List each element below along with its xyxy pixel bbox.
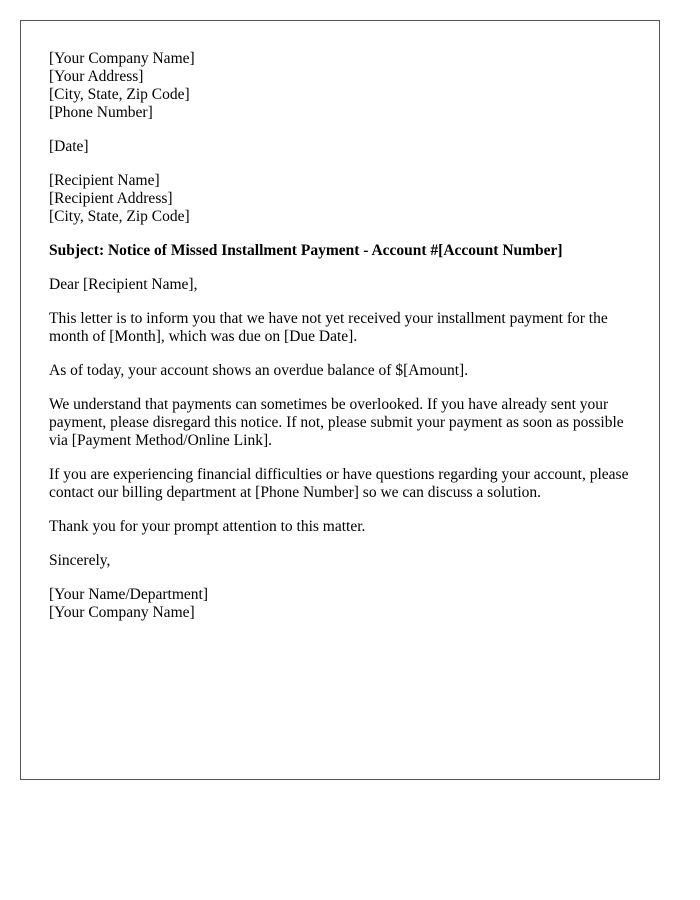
sender-block — [49, 50, 631, 122]
signature-company: [Your Company Name] — [49, 604, 195, 621]
sender-company: [Your Company Name] — [49, 50, 195, 67]
sender-address: [Your Address] — [49, 68, 144, 85]
recipient-block — [49, 172, 631, 226]
letter-date: [Date] — [49, 138, 89, 155]
sender-phone: [Phone Number] — [49, 104, 153, 121]
recipient-name: [Recipient Name] — [49, 172, 160, 189]
paragraph-overdue-balance: As of today, your account shows an overdue balance of $[Amount]. — [49, 362, 469, 379]
paragraph-thank-you: Thank you for your prompt attention to this matter. — [49, 518, 366, 535]
paragraph-payment-instructions: We understand that payments can sometimes be overlooked. If you have already sent your payment, please disregard this notice. If not, please submit your payment as soon as possible via [Payment Method/Online Link]. — [49, 396, 624, 449]
recipient-address: [Recipient Address] — [49, 190, 173, 207]
signature-block — [49, 586, 631, 622]
closing: Sincerely, — [49, 552, 111, 569]
paragraph-contact-billing: If you are experiencing financial difficulties or have questions regarding your account, please contact our billing department at [Phone Number] so we can discuss a solution. — [49, 466, 629, 501]
signature-name: [Your Name/Department] — [49, 586, 208, 603]
letter-page — [20, 20, 660, 780]
paragraph-missed-payment: This letter is to inform you that we have not yet received your installment payment for the month of [Month], which was due on [Due Date]. — [49, 310, 608, 345]
sender-city-state-zip: [City, State, Zip Code] — [49, 86, 190, 103]
salutation: Dear [Recipient Name], — [49, 276, 198, 293]
date-block — [49, 138, 631, 156]
recipient-city-state-zip: [City, State, Zip Code] — [49, 208, 190, 225]
subject-line: Subject: Notice of Missed Installment Payment - Account #[Account Number] — [49, 242, 563, 259]
